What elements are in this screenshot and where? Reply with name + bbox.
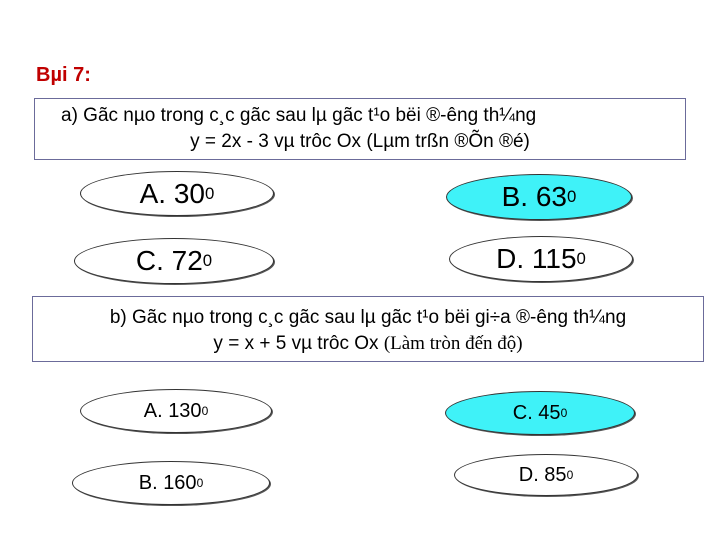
option-a-c[interactable] — [74, 238, 274, 284]
option-a-d-label: D. 115 — [496, 243, 577, 274]
option-b-a[interactable] — [80, 389, 272, 433]
option-b-b[interactable] — [72, 461, 270, 505]
degree-mark: 0 — [202, 251, 213, 270]
option-b-a-label: A. 130 — [143, 399, 202, 422]
option-a-b[interactable] — [446, 174, 632, 220]
option-a-a-label: A. 30 — [139, 177, 206, 209]
option-b-c[interactable] — [445, 391, 635, 435]
question-b-box — [32, 296, 704, 362]
degree-mark: 0 — [576, 249, 586, 268]
option-a-c-label: C. 72 — [135, 245, 203, 276]
option-b-d[interactable] — [454, 454, 638, 496]
question-a-line1: a) Gãc nµo trong c¸c gãc sau lµ gãc t¹o bëi ®-êng th¼ng — [61, 105, 537, 126]
option-a-b-label: B. 63 — [501, 181, 568, 212]
option-b-b-label: B. 160 — [138, 471, 197, 494]
exercise-title: Bµi 7: — [36, 64, 91, 86]
question-a-box — [34, 98, 686, 160]
option-a-d[interactable] — [449, 236, 633, 282]
degree-mark: 0 — [205, 183, 215, 203]
question-b-line2 — [33, 331, 703, 357]
degree-mark: 0 — [196, 476, 204, 490]
degree-mark: 0 — [201, 404, 209, 418]
option-b-d-label: D. 85 — [518, 463, 567, 486]
degree-mark: 0 — [566, 468, 574, 482]
question-b-equation: y = x + 5 vµ trôc Ox — [213, 333, 379, 354]
degree-mark: 0 — [567, 187, 577, 206]
option-b-c-label: C. 45 — [512, 401, 561, 424]
question-a-line2: y = 2x - 3 vµ trôc Ox (Lµm trßn ®Õn ®é) — [190, 131, 530, 152]
question-b-note: (Làm tròn đến độ) — [383, 333, 523, 354]
option-a-a[interactable] — [80, 171, 274, 216]
question-b-line1: b) Gãc nµo trong c¸c gãc sau lµ gãc t¹o bëi gi÷a ®-êng th¼ng — [109, 307, 627, 328]
degree-mark: 0 — [560, 406, 568, 420]
